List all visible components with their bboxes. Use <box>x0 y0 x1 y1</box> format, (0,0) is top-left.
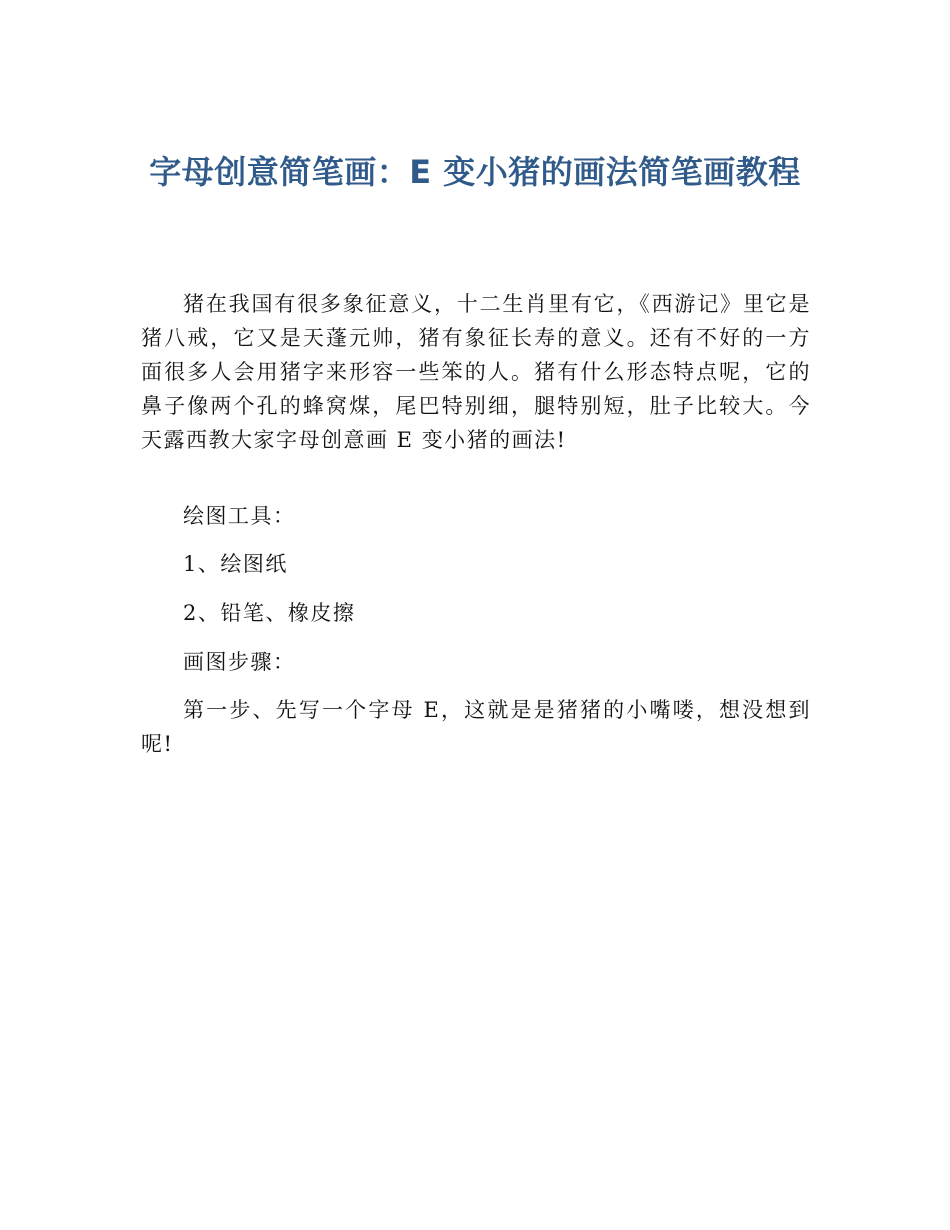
tools-heading-block <box>141 499 811 533</box>
step-1-block <box>141 693 811 761</box>
step-paragraph: 第一步、先写一个字母 E，这就是是猪猪的小嘴喽，想没想到呢! <box>141 698 811 756</box>
tools-heading: 绘图工具： <box>183 504 296 528</box>
steps-heading: 画图步骤： <box>183 650 296 674</box>
steps-heading-block <box>141 645 811 679</box>
tool-item-2-block <box>141 596 811 630</box>
intro-paragraph: 猪在我国有很多象征意义，十二生肖里有它，《西游记》里它是猪八戒，它又是天蓬元帅，猪有象征长寿的意义。还有不好的一方面很多人会用猪字来形容一些笨的人。猪有什么形态特点呢，它的鼻子像两个孔的蜂窝煤，尾巴特别细，腿特别短，肚子比较大。今天露西教大家字母创意画 E 变小猪的画法! <box>141 292 811 452</box>
intro-paragraph-block <box>141 287 811 457</box>
tool-item-1-block <box>141 547 811 581</box>
tool-item: 1、绘图纸 <box>183 552 288 576</box>
tool-item: 2、铅笔、橡皮擦 <box>183 601 356 625</box>
document-title: 字母创意简笔画：E 变小猪的画法简笔画教程 <box>149 153 801 191</box>
